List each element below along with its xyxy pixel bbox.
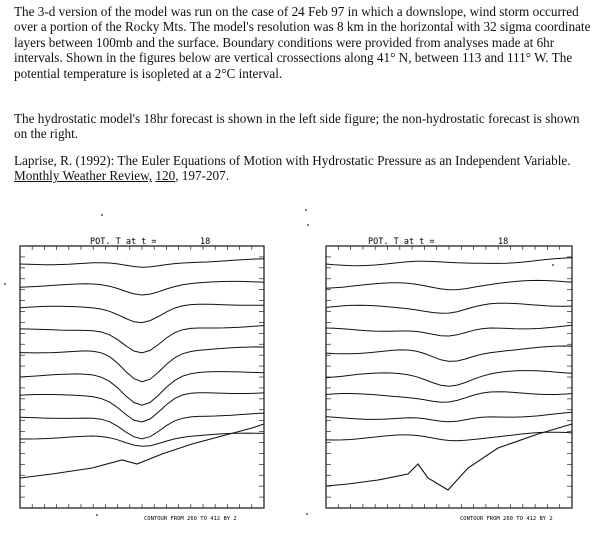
contour-line (20, 281, 264, 295)
contour-line (326, 346, 572, 361)
reference-volume: 120 (155, 168, 176, 184)
contour-caption: CONTOUR FROM 260 TO 412 BY 2 (460, 516, 553, 522)
figure-time: 18 (200, 237, 211, 247)
contour-line (326, 258, 572, 266)
scan-speck (306, 513, 308, 515)
figure-title: POT. T at t = (368, 237, 435, 247)
forecast-paragraph: The hydrostatic model's 18hr forecast is shown in the left side figure; the non-hydrostatic forecast is shown on the right. (14, 111, 580, 142)
reference-paragraph (14, 153, 594, 184)
contour-caption: CONTOUR FROM 260 TO 412 BY 2 (144, 516, 237, 522)
hydrostatic-plot (12, 228, 302, 528)
contour-line (326, 412, 572, 422)
contour-line (20, 393, 264, 422)
scan-speck (305, 209, 307, 211)
contour-line (20, 259, 264, 267)
terrain-contour (20, 424, 264, 478)
contour-line (326, 432, 572, 441)
contour-lines (20, 259, 264, 478)
scan-speck (101, 214, 103, 216)
terrain-contour (326, 424, 572, 490)
nonhydrostatic-plot (318, 228, 600, 528)
reference-pages: , 197-207. (175, 168, 230, 184)
nonhydrostatic-figure (318, 228, 600, 528)
reference-journal: Monthly Weather Review, (14, 168, 153, 184)
contour-line (20, 304, 264, 322)
contour-line (20, 347, 264, 382)
contour-line (326, 392, 572, 403)
intro-paragraph: The 3-d version of the model was run on the case of 24 Feb 97 in which a downslope, wind storm occurred over a portion of the Rocky Mts. The model's resolution was 8 km in the horizontal with 32 sigma coordinate layers between 100mb and the surface. Boundary conditions were provided from analyses made at 6hr intervals. Shown in the figures below are vertical crossections along 41° N, between 113 and 111° W. The potential temperature is isopleted at a 2°C interval. (14, 4, 591, 81)
scan-speck (4, 283, 6, 285)
contour-line (326, 325, 572, 336)
contour-line (326, 303, 572, 313)
contour-lines (326, 258, 572, 490)
figure-title: POT. T at t = (90, 237, 157, 247)
contour-line (326, 371, 572, 387)
scan-speck (307, 224, 309, 226)
figure-time: 18 (498, 237, 509, 247)
contour-line (20, 326, 264, 353)
contour-line (326, 280, 572, 289)
contour-line (20, 372, 264, 406)
reference-text: Laprise, R. (1992): The Euler Equations of Motion with Hydrostatic Pressure as an Independent Variable. (14, 153, 571, 168)
hydrostatic-figure (12, 228, 302, 528)
